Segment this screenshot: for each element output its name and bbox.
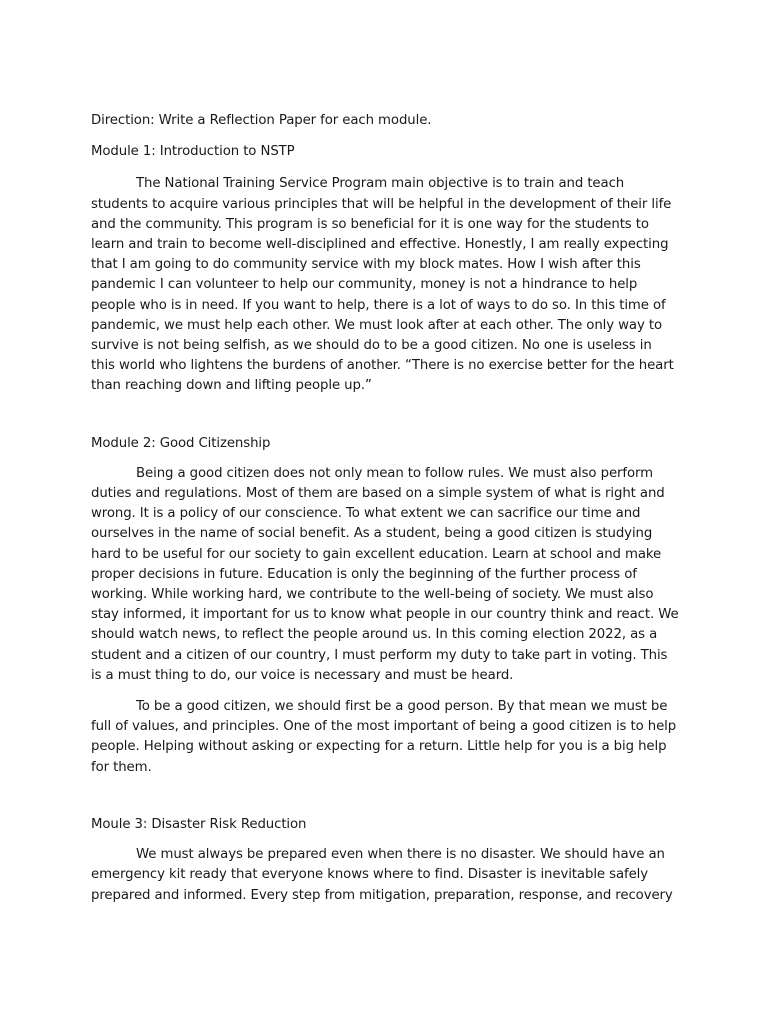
module-2-section bbox=[91, 434, 679, 778]
module-3-paragraph-1: We must always be prepared even when there is no disaster. We should have an emergency kit ready that everyone knows where to find. Disaster is inevitable safely prepared and informed. Every step from mitigation, preparation, response, and recovery bbox=[91, 847, 673, 903]
module-1-paragraph-1: The National Training Service Program main objective is to train and teach students to acquire various principles that will be helpful in the development of their life and the community. This program is so beneficial for it is one way for the students to learn and train to become well-disciplined and effective. Honestly, I am really expecting that I am going to do community service with my block mates. How I wish after this pandemic I can volunteer to help our community, money is not a hindrance to help people who is in need. If you want to help, there is a lot of ways to do so. In this time of pandemic, we must help each other. We must look after at each other. The only way to survive is not being selfish, as we should do to be a good citizen. No one is useless in this world who lightens the burdens of another. “There is no exercise better for the heart than reaching down and lifting people up.” bbox=[91, 176, 674, 394]
module-1-section bbox=[91, 142, 679, 396]
direction-text: Direction: Write a Reflection Paper for each module. bbox=[91, 113, 432, 128]
module-3-heading: Moule 3: Disaster Risk Reduction bbox=[91, 816, 307, 832]
module-2-paragraph-1: Being a good citizen does not only mean to follow rules. We must also perform duties and regulations. Most of them are based on a simple system of what is right and wrong. It is a policy of our conscience. To what extent we can sacrifice our time and ourselves in the name of social benefit. As a student, being a good citizen is studying hard to be useful for our society to gain excellent education. Learn at school and make proper decisions in future. Education is only the beginning of the further process of working. While working hard, we contribute to the well-being of society. We must also stay informed, it important for us to know what people in our country think and react. We should watch news, to reflect the people around us. In this coming election 2022, as a student and a citizen of our country, I must perform my duty to take part in voting. This is a must thing to do, our voice is necessary and must be heard. bbox=[91, 465, 679, 683]
module-3-section bbox=[91, 815, 679, 906]
document-body bbox=[91, 111, 679, 906]
module-2-paragraph-2: To be a good citizen, we should first be a good person. By that mean we must be full of values, and principles. One of the most important of being a good citizen is to help people. Helping without asking or expecting for a return. Little help for you is a big help for them. bbox=[91, 699, 677, 775]
module-2-heading: Module 2: Good Citizenship bbox=[91, 435, 271, 451]
module-1-heading: Module 1: Introduction to NSTP bbox=[91, 144, 295, 160]
section-spacer bbox=[91, 397, 679, 434]
paragraph-spacer bbox=[91, 686, 679, 697]
section-spacer bbox=[91, 778, 679, 815]
